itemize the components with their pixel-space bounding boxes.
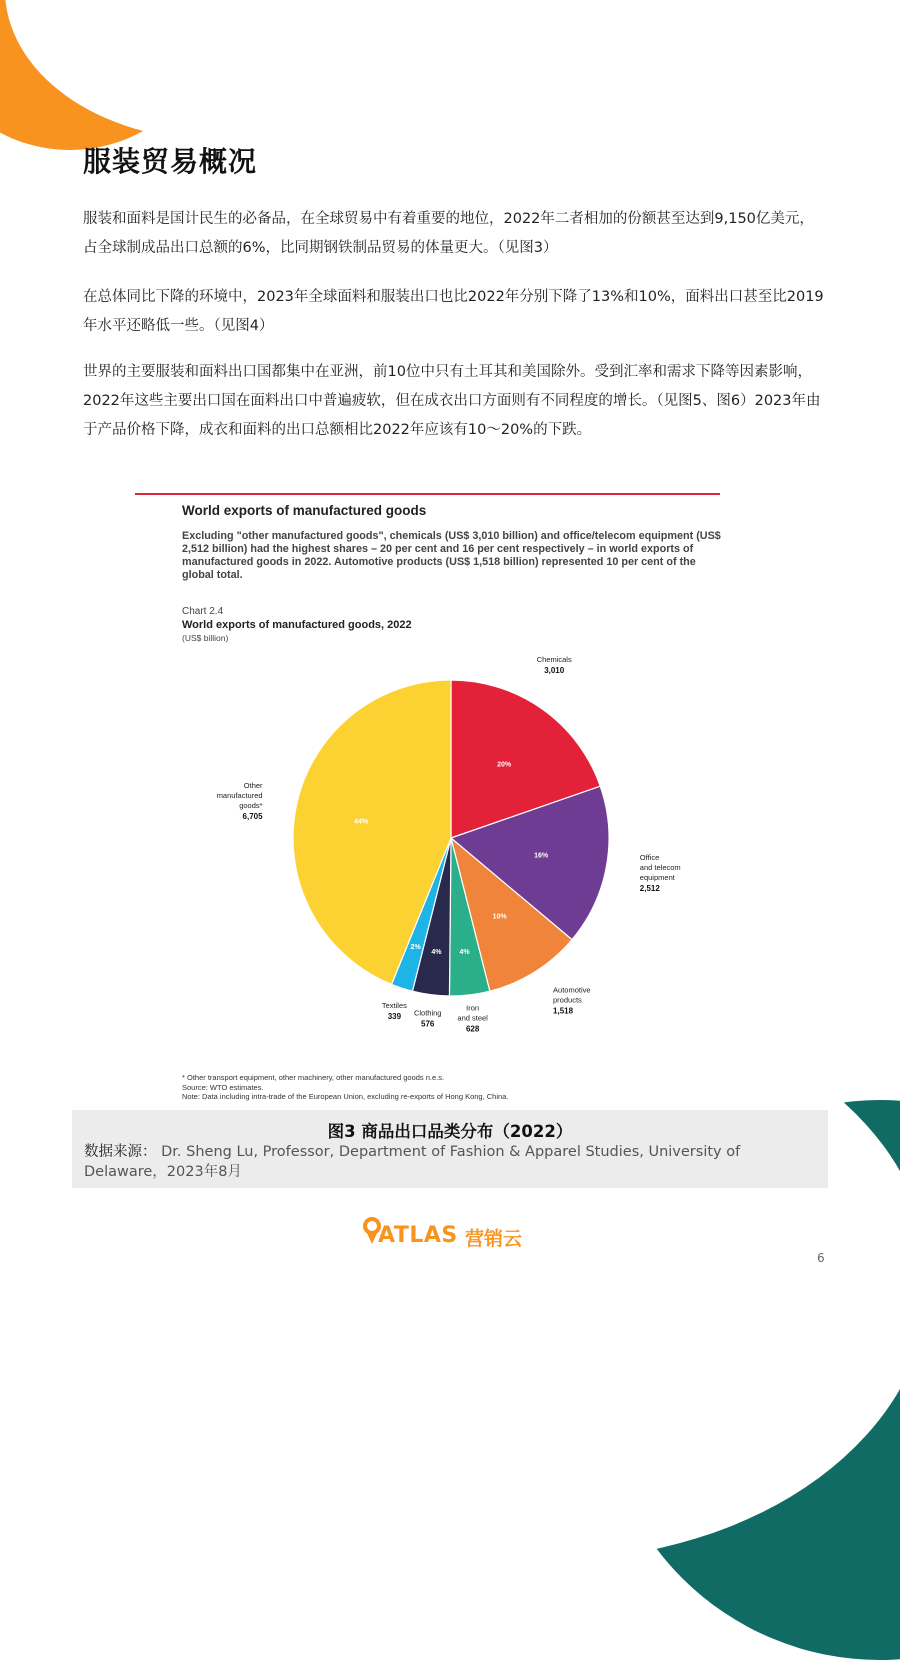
source-text: Dr. Sheng Lu, Professor, Department of Fashion & Apparel Studies, University of Delaware，2023年8月 <box>84 1144 741 1180</box>
slice-value-label: 339 <box>387 1011 402 1021</box>
slice-category-label-line: Chemicals <box>536 655 572 664</box>
figure-note: Note: Data including intra-trade of the European Union, excluding re-exports of Hong Kong, China. <box>182 1092 509 1101</box>
slice-category-label-line: and telecom <box>639 862 681 872</box>
chart-number: Chart 2.4 <box>182 606 224 617</box>
page-number: 6 <box>817 1251 825 1265</box>
slice-percent-label: 44% <box>354 818 369 826</box>
slice-category-label-line: Office <box>639 852 660 862</box>
slice-category-label-line: Iron <box>466 1003 480 1013</box>
slice-category-label-line: products <box>553 995 582 1005</box>
slice-category-label <box>553 986 591 1005</box>
logo-chinese-text: 营销云 <box>465 1228 523 1250</box>
slice-percent-label: 4% <box>431 948 442 956</box>
slice-category-label <box>457 1004 488 1023</box>
body-paragraph: 在总体同比下降的环境中，2023年全球面料和服装出口也比2022年分别下降了13%和10%，面料出口甚至比2019年水平还略低一些。（见图4） <box>83 289 824 334</box>
slice-percent-label: 16% <box>534 852 549 860</box>
slice-value-label: 2,512 <box>639 883 660 893</box>
slice-value-label: 576 <box>421 1019 435 1029</box>
figure-intro: Excluding "other manufactured goods", chemicals (US$ 3,010 billion) and office/telecom equipment (US$ 2,512 billion) had the highest shares – 20 per cent and 16 per cent respectively – in world exports of manufactured goods in 2022. Automotive products (US$ 1,518 billion) represented 10 per cent of the global total. <box>182 530 721 581</box>
source-label: 数据来源： <box>84 1144 157 1160</box>
figure-world-exports <box>135 490 720 1105</box>
slice-category-label-line: Clothing <box>413 1008 442 1018</box>
chart-title: World exports of manufactured goods, 2022 <box>182 619 412 631</box>
slice-percent-label: 2% <box>410 944 421 952</box>
slice-category-label-line: Automotive <box>553 985 591 995</box>
atlas-logo <box>362 1214 542 1254</box>
slice-category-label <box>640 853 681 882</box>
slice-category-label-line: Textiles <box>381 1000 407 1010</box>
slice-category-label-line: goods* <box>239 801 263 811</box>
slice-category-label <box>217 781 263 810</box>
slice-category-label <box>537 655 572 664</box>
slice-value-label: 1,518 <box>553 1006 574 1016</box>
slice-percent-label: 20% <box>497 761 512 769</box>
logo-text: ATLAS <box>378 1223 458 1248</box>
pie-chart <box>135 490 720 1070</box>
body-paragraph: 服装和面料是国计民生的必备品，在全球贸易中有着重要的地位，2022年二者相加的份额甚至达到9,150亿美元，占全球制成品出口总额的6%，比同期钢铁制品贸易的体量更大。（见图3） <box>83 211 814 256</box>
slice-category-label-line: equipment <box>639 872 675 882</box>
chart-unit: (US$ billion) <box>182 633 229 643</box>
body-paragraph: 世界的主要服装和面料出口国都集中在亚洲，前10位中只有土耳其和美国除外。受到汇率和需求下降等因素影响，2022年这些主要出口国在面料出口中普遍疲软，但在成衣出口方面则有不同程度的增长。（见图5、图6）2023年由于产品价格下降，成衣和面料的出口总额相比2022年应该有10～20%的下跌。 <box>83 364 821 438</box>
slice-percent-label: 4% <box>459 948 470 956</box>
figure-note: Source: WTO estimates. <box>182 1082 264 1092</box>
figure-caption <box>72 1110 828 1188</box>
slice-value-label: 628 <box>465 1024 480 1034</box>
caption-title: 图3 商品出口品类分布（2022） <box>327 1122 573 1141</box>
figure-note: * Other transport equipment, other machinery, other manufactured goods n.e.s. <box>182 1073 445 1082</box>
slice-category-label-line: and steel <box>457 1013 488 1023</box>
slice-value-label: 6,705 <box>242 812 263 822</box>
caption-source <box>84 1142 804 1182</box>
slice-category-label-line: manufactured <box>216 791 263 801</box>
slice-percent-label: 10% <box>492 913 507 921</box>
slice-value-label: 3,010 <box>544 666 565 675</box>
figure-heading: World exports of manufactured goods <box>182 503 427 518</box>
slice-category-label <box>382 1001 407 1010</box>
slice-category-label <box>414 1009 442 1018</box>
slice-category-label-line: Other <box>243 781 263 791</box>
page-title: 服装贸易概况 <box>83 145 258 178</box>
figure-notes <box>182 1073 712 1102</box>
